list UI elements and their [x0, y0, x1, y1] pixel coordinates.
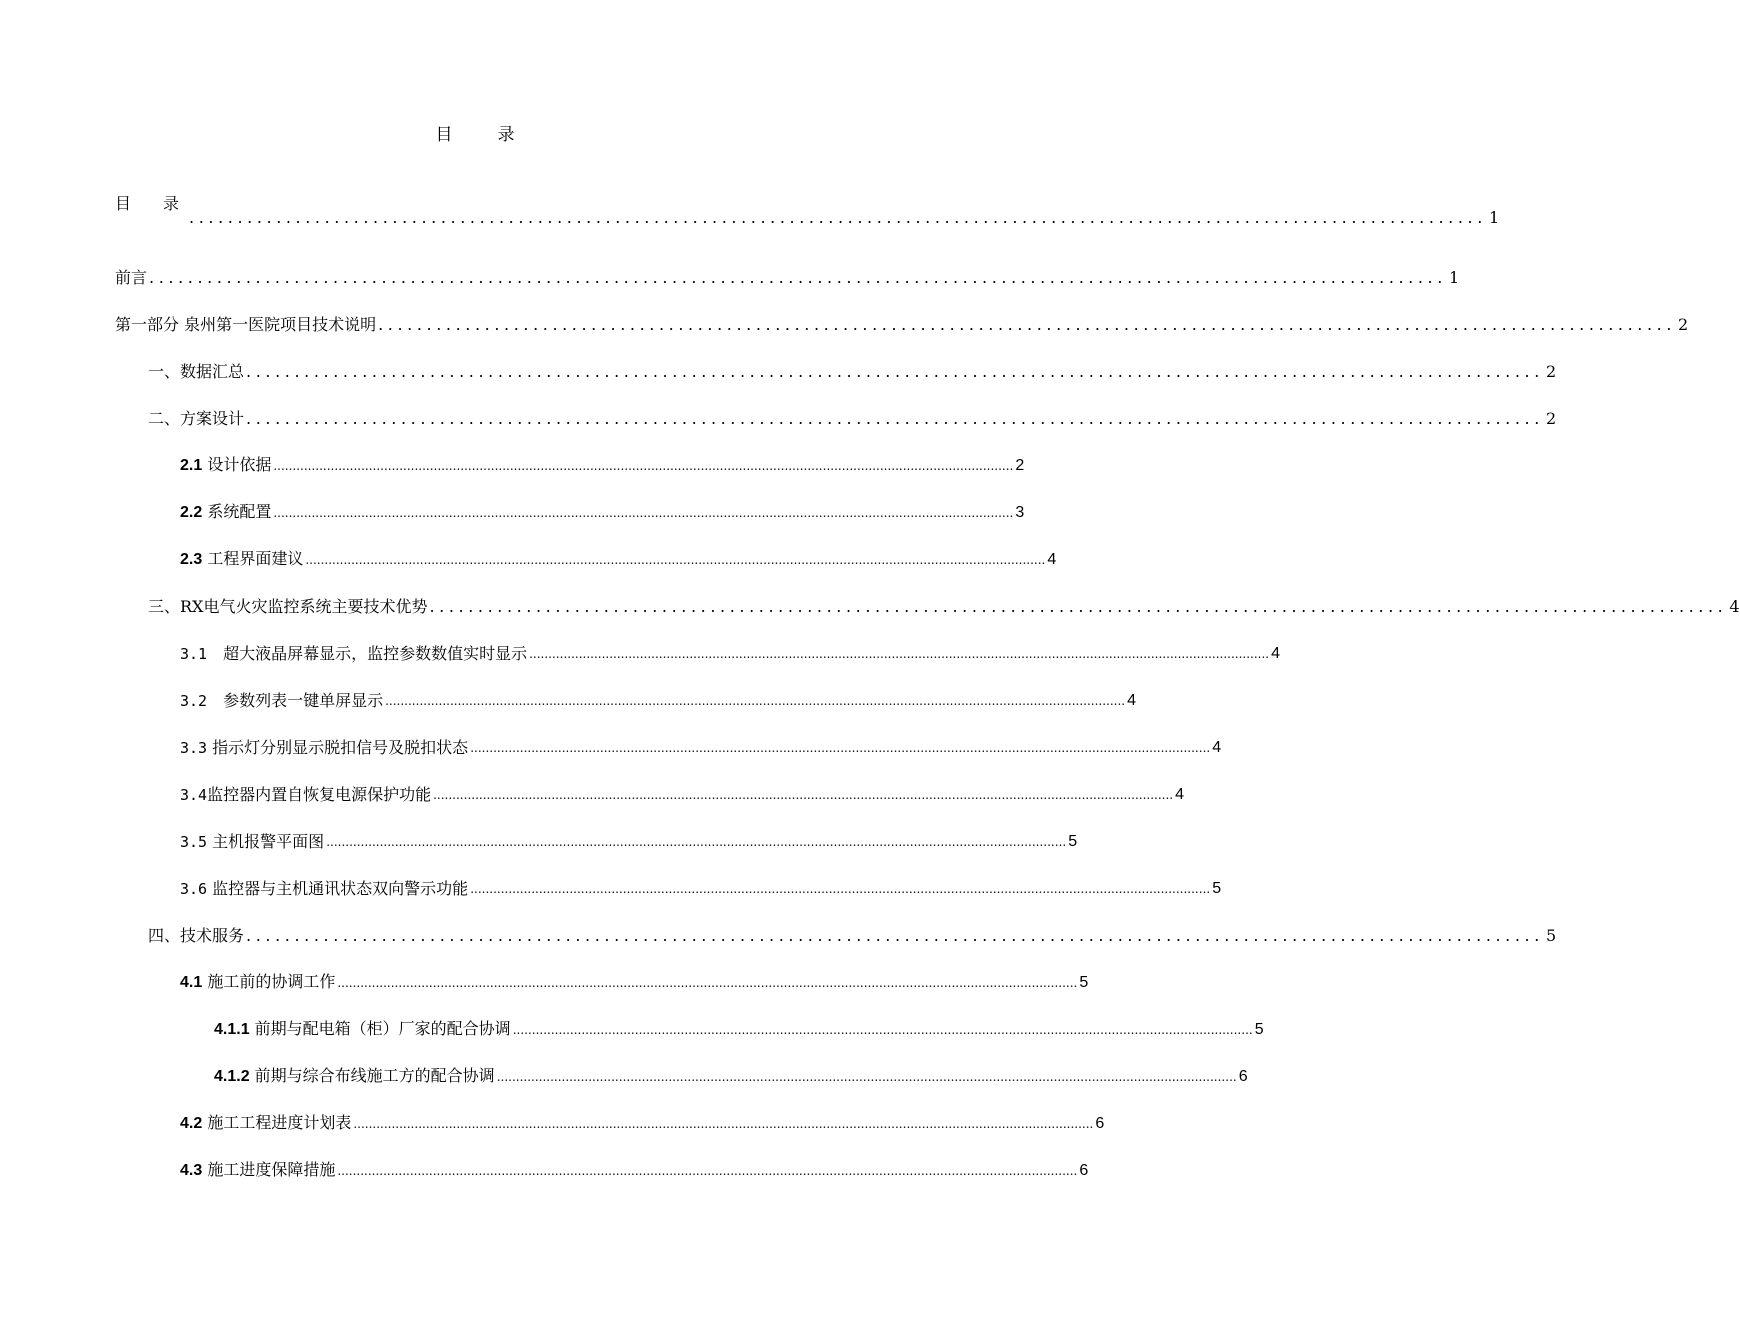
- toc-leader: ..................................................................................................................................................................................................: [273, 506, 1014, 520]
- toc-leader: ......................................................................................................................................: [429, 597, 1728, 616]
- toc-page-number: 2: [1015, 457, 1025, 474]
- toc-leader: ..................................................................................................................................................................................................: [470, 882, 1211, 896]
- toc-page-number: 6: [1095, 1115, 1105, 1132]
- toc-entry[interactable]: [0, 873, 1222, 903]
- toc-entry-title: 3.2 参数列表一键单屏显示: [180, 691, 384, 710]
- toc-entry[interactable]: [0, 309, 1689, 339]
- toc-entry-title: 4.1.2 前期与综合布线施工方的配合协调: [214, 1066, 495, 1085]
- toc-entry-title: 3.1 超大液晶屏幕显示，监控参数数值实时显示: [180, 644, 528, 663]
- toc-entry-number: 4.2: [180, 1115, 203, 1132]
- toc-page-number: 5: [1254, 1021, 1264, 1038]
- toc-entry[interactable]: [0, 403, 1557, 433]
- toc-leader: ......................................................................................................................................: [246, 926, 1544, 945]
- toc-entry-number: 4.1: [180, 974, 203, 991]
- toc-entry-title: 第一部分 泉州第一医院项目技术说明: [115, 315, 377, 334]
- toc-leader: ..................................................................................................................................................................................................: [496, 1070, 1237, 1084]
- toc-entry-title: 前言: [115, 268, 148, 287]
- toc-leader: ..................................................................................................................................................................................................: [353, 1117, 1094, 1131]
- toc-entry[interactable]: [0, 1014, 1264, 1044]
- toc-entry-title: 2.3 工程界面建议: [180, 549, 304, 568]
- toc-leader: ......................................................................................................................................: [246, 362, 1544, 381]
- toc-entry-number: 3.5: [180, 833, 208, 851]
- toc-entry-title: 4.1.1 前期与配电箱（柜）厂家的配合协调: [214, 1019, 511, 1038]
- toc-entry[interactable]: [0, 732, 1222, 762]
- toc-page-number: 4: [1212, 739, 1222, 756]
- toc-entry-number: 3.3: [180, 739, 208, 757]
- toc-leader: ..................................................................................................................................................................................................: [512, 1023, 1253, 1037]
- toc-leader: ..................................................................................................................................................................................................: [529, 647, 1270, 661]
- toc-page-number: 4: [1127, 692, 1137, 709]
- toc-leader: ..................................................................................................................................................................................................: [337, 1164, 1078, 1178]
- toc-entry-title: 3.6 监控器与主机通讯状态双向警示功能: [180, 879, 469, 898]
- toc-entry[interactable]: [0, 544, 1057, 574]
- toc-page-number: 4: [1271, 645, 1281, 662]
- toc-leader: ......................................................................................................................................: [246, 409, 1544, 428]
- toc-page-number: 2: [1545, 409, 1557, 428]
- toc-entry[interactable]: [0, 920, 1557, 950]
- toc-entry-title: 四、技术服务: [148, 926, 245, 945]
- toc-leader: ..................................................................................................................................................................................................: [273, 459, 1014, 473]
- toc-entry-title: 二、方案设计: [148, 409, 245, 428]
- toc-entry[interactable]: [0, 638, 1281, 668]
- toc-entry-number: 3.1: [180, 645, 208, 663]
- toc-entry-number: 2.2: [180, 504, 203, 521]
- toc-entry[interactable]: [0, 779, 1185, 809]
- toc-leader: ......................................................................................................................................: [189, 208, 1487, 227]
- toc-entry-number: 3.4: [180, 786, 208, 804]
- toc-entry-title: 目 录: [115, 194, 188, 213]
- toc-entry-title: 2.1 设计依据: [180, 455, 272, 474]
- toc-entry[interactable]: [0, 356, 1557, 386]
- toc-entry[interactable]: [0, 826, 1078, 856]
- toc-entry-title: 4.1 施工前的协调工作: [180, 972, 336, 991]
- toc-entry-title: 3.4监控器内置自恢复电源保护功能: [180, 785, 432, 804]
- toc-entry-title: 一、数据汇总: [148, 362, 245, 381]
- toc-page-number: 1: [1488, 208, 1500, 227]
- toc-entry-title: 2.2 系统配置: [180, 502, 272, 521]
- toc-entry-number: 2.1: [180, 457, 203, 474]
- toc-page-number: 2: [1678, 315, 1689, 334]
- toc-entry[interactable]: [0, 194, 1500, 227]
- toc-entry[interactable]: [0, 591, 1740, 621]
- toc-entry[interactable]: [0, 1108, 1105, 1138]
- toc-page-number: 6: [1079, 1162, 1089, 1179]
- toc-entry-number: 4.3: [180, 1162, 203, 1179]
- toc-entry[interactable]: [0, 1155, 1089, 1185]
- toc-page-number: 5: [1212, 880, 1222, 897]
- toc-leader: ..................................................................................................................................................................................................: [433, 788, 1174, 802]
- toc-entry[interactable]: [0, 450, 1025, 480]
- toc-entry[interactable]: [0, 685, 1137, 715]
- toc-page-number: 2: [1545, 362, 1557, 381]
- toc-entry[interactable]: [0, 497, 1025, 527]
- toc-page-number: 5: [1079, 974, 1089, 991]
- toc-entry-number: 2.3: [180, 551, 203, 568]
- toc-leader: ..................................................................................................................................................................................................: [470, 741, 1211, 755]
- toc-leader: ..................................................................................................................................................................................................: [385, 694, 1126, 708]
- toc-entry[interactable]: [0, 262, 1460, 292]
- toc-leader: ......................................................................................................................................: [149, 268, 1447, 287]
- toc-leader: ..................................................................................................................................................................................................: [337, 976, 1078, 990]
- toc-entry-title: 4.2 施工工程进度计划表: [180, 1113, 352, 1132]
- toc-page-number: 4: [1047, 551, 1057, 568]
- toc-page-number: 4: [1175, 786, 1185, 803]
- toc-page-number: 5: [1068, 833, 1078, 850]
- toc-entry-title: 3.3 指示灯分别显示脱扣信号及脱扣状态: [180, 738, 469, 757]
- toc-entry-title: 三、RX电气火灾监控系统主要技术优势: [148, 597, 428, 616]
- toc-entry[interactable]: [0, 1061, 1248, 1091]
- toc-page-number: 1: [1448, 268, 1460, 287]
- toc-leader: ......................................................................................................................................: [378, 315, 1677, 334]
- toc-entry-number: 4.1.1: [214, 1021, 250, 1038]
- toc-page-number: 3: [1015, 504, 1025, 521]
- page-title: 目 录: [435, 125, 529, 145]
- toc-entry[interactable]: [0, 967, 1089, 997]
- toc-entry-number: 4.1.2: [214, 1068, 250, 1085]
- toc-page-number: 4: [1729, 597, 1740, 616]
- toc-entry-number: 3.2: [180, 692, 208, 710]
- toc-leader: ..................................................................................................................................................................................................: [305, 553, 1046, 567]
- toc-entry-number: 3.6: [180, 880, 208, 898]
- toc-leader: ..................................................................................................................................................................................................: [326, 835, 1067, 849]
- toc-page-number: 5: [1545, 926, 1557, 945]
- toc-entry-title: 4.3 施工进度保障措施: [180, 1160, 336, 1179]
- toc-entry-title: 3.5 主机报警平面图: [180, 832, 325, 851]
- toc-page-number: 6: [1238, 1068, 1248, 1085]
